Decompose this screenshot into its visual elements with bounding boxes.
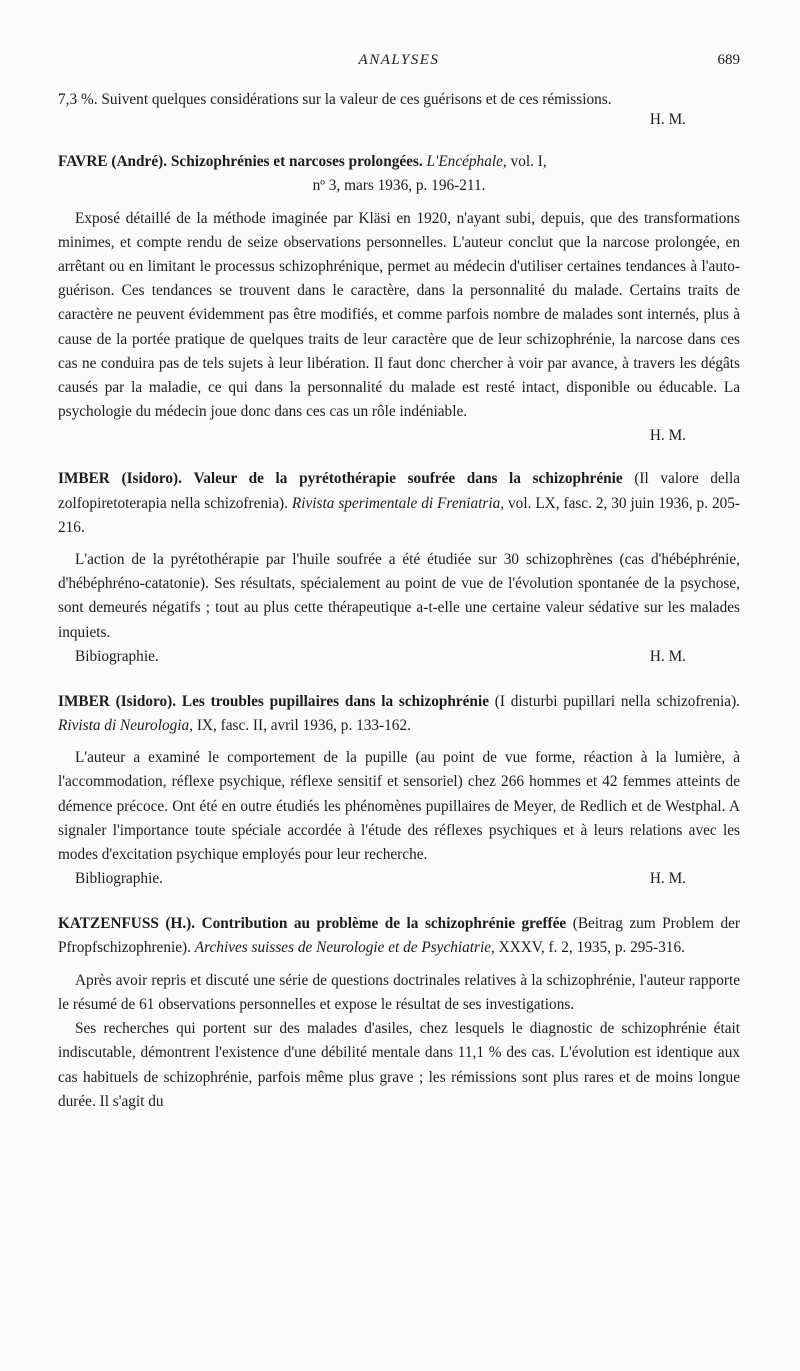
intro-paragraph: 7,3 %. Suivent quelques considérations sur la valeur de ces guérisons et de ces rémissions. <box>58 91 612 108</box>
article-body <box>58 88 740 1114</box>
reference-details: vol. I, <box>506 153 547 171</box>
author: IMBER (Isidoro). <box>58 692 177 710</box>
bibliographic-reference <box>58 150 740 174</box>
signature: H. M. <box>649 647 686 665</box>
reference-details: vol. LX, fasc. 2, 30 juin 1936, p. 205-216. <box>58 494 740 536</box>
article-subtitle: (Il valore della zolfopiretoterapia nella schizofrenia). <box>58 470 740 512</box>
article-title: Les troubles pupillaires dans la schizophrénie <box>181 692 489 710</box>
review-entry <box>58 150 740 448</box>
signature: H. M. <box>649 427 686 445</box>
review-paragraph: Après avoir repris et discuté une série de questions doctrinales relatives à la schizophrénie, l'auteur rapporte le résumé de 61 observations personnelles et expose le résultat de ses investigations. <box>58 971 740 1013</box>
intro-section <box>58 88 740 132</box>
author: IMBER (Isidoro). <box>58 470 182 488</box>
article-title: Schizophrénies et narcoses prolongées. <box>170 153 423 171</box>
article-title: Valeur de la pyrétothérapie soufrée dans la schizophrénie <box>193 470 623 488</box>
article-subtitle: (Beitrag zum Problem der Pfropfschizophrenie). <box>58 915 740 957</box>
journal-name: Archives suisses de Neurologie et de Psychiatrie, <box>194 939 495 957</box>
signature: H. M. <box>649 111 686 129</box>
review-paragraph: Exposé détaillé de la méthode imaginée par Kläsi en 1920, n'ayant subi, depuis, que des transformations minimes, et compte rendu de seize observations personnelles. L'auteur conclut que la narcose prolongée, en arrêtant ou en limitant le processus schizophrénique, permet au médecin d'utiliser certaines tendances à l'auto-guérison. Ces tendances se trouvent dans le caractère, dans la personnalité du malade. Certains traits de caractère ne peuvent évidemment pas être modifiés, et comme parfois nombre de malades sont internés, plus à cause de la portée pratique de quelques traits de leur caractère que de leur schizophrénie, la narcose dans ces cas ne conduira pas de tels sujets à leur libération. Il faut donc chercher à voir par avance, à travers les dégâts causés par la maladie, ce qui dans la personnalité du malade est resté intact, disponible ou éducable. La psychologie du médecin joue donc dans ces cas un rôle indéniable. <box>58 209 740 421</box>
signature-row <box>58 867 740 891</box>
journal-name: L'Encéphale, <box>426 153 507 171</box>
author: FAVRE (André). <box>58 153 168 171</box>
signature-row <box>58 645 740 669</box>
article-subtitle: (I disturbi pupillari nella schizofrenia). <box>494 692 741 710</box>
review-paragraph: Ses recherches qui portent sur des malades d'asiles, chez lesquels le diagnostic de schizophrénie était indiscutable, démontrent l'existence d'une débilité mentale dans 11,1 % des cas. L'évolution est identique aux cas habituels de schizophrénie, parfois même plus grave ; les rémissions sont plus rares et de moins longue durée. Il s'agit du <box>58 1020 740 1110</box>
bibliographic-reference <box>58 690 740 738</box>
page-header <box>58 52 740 76</box>
author: KATZENFUSS (H.). <box>58 915 196 933</box>
journal-name: Rivista di Neurologia, <box>58 717 193 735</box>
review-paragraph: L'auteur a examiné le comportement de la pupille (au point de vue forme, réaction à la lumière, à l'accommodation, réflexe psychique, réflexe sensitif et sensoriel) chez 266 hommes et 42 femmes atteints de démence précoce. Ont été en outre étudiés les phénomènes pupillaires de Meyer, de Redlich et de Westphal. A signaler l'importance toute spéciale accordée à l'étude des réflexes psychiques et à leurs relations avec les modes d'excitation psychique employés pour leur recherche. <box>58 749 740 864</box>
review-entry <box>58 690 740 891</box>
page-number: 689 <box>717 52 740 68</box>
reference-details: XXXV, f. 2, 1935, p. 295-316. <box>498 939 685 957</box>
reference-details: IX, fasc. II, avril 1936, p. 133-162. <box>196 717 411 735</box>
signature: H. M. <box>649 870 686 888</box>
article-title: Contribution au problème de la schizophrénie greffée <box>201 915 567 933</box>
reference-details: nº 3, mars 1936, p. 196-211. <box>312 177 486 195</box>
bibliographic-reference <box>58 467 740 540</box>
bibliography-note: Bibiographie. <box>75 647 159 665</box>
journal-name: Rivista sperimentale di Freniatria, <box>291 494 505 512</box>
review-entry <box>58 467 740 668</box>
running-head: ANALYSES <box>358 52 440 68</box>
review-paragraph: L'action de la pyrétothérapie par l'huile soufrée a été étudiée sur 30 schizophrènes (cas d'hébéphrénie, d'hébéphréno-catatonie). Ses résultats, spécialement au point de vue de l'évolution spontanée de la psychose, sont demeurés négatifs ; tout au plus cette thérapeutique a-t-elle une certaine valeur sédative sur les malades inquiets. <box>58 551 740 641</box>
bibliographic-reference <box>58 912 740 960</box>
bibliography-note: Bibliographie. <box>75 870 163 888</box>
review-entry <box>58 912 740 1114</box>
